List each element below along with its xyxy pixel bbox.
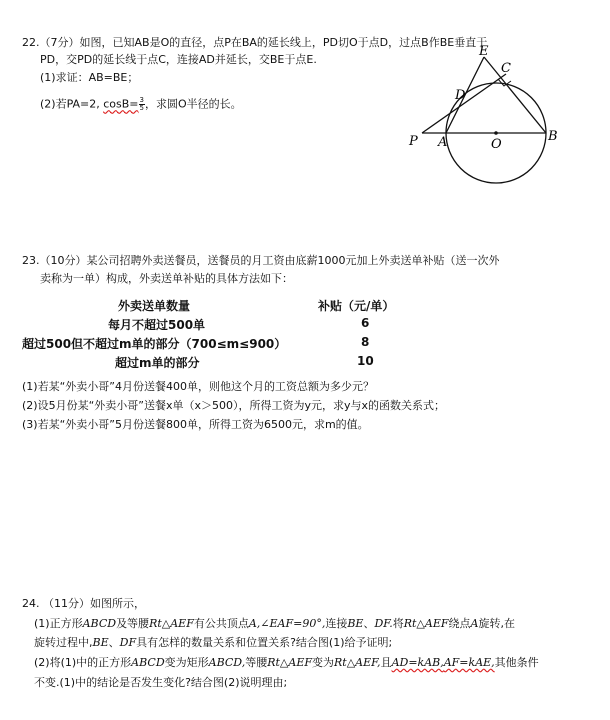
- q24-part1-line2: [34, 636, 392, 650]
- q24-p1-triangle: Rt△AEF: [149, 617, 194, 630]
- q22-line1: 22.（7分）如图，已知AB是O的直径，点P在BA的延长线上，PD切O于点D，过点B作BE垂直于: [22, 36, 488, 49]
- q24-p1-line2-text-a: 旋转过程中,: [34, 636, 93, 649]
- q24-p2-text-e: 且: [380, 656, 392, 669]
- q24-p2-af-condition: AF=kAE,: [443, 656, 495, 669]
- q24-p1-abcd: ABCD: [82, 617, 117, 630]
- q23-line2: 卖称为一单）构成，外卖送单补贴的具体方法如下：: [40, 272, 293, 285]
- label-o: O: [491, 137, 502, 152]
- q24-p2-text-b: 变为矩形: [164, 656, 209, 669]
- q24-p1-text-g: 将: [392, 617, 404, 630]
- q22-part2: [40, 97, 242, 112]
- q23-part1: (1)若某“外卖小哥”4月份送餐400单，则他这个月的工资总额为多少元？: [22, 380, 374, 393]
- q22-frac-num: 3: [139, 96, 144, 104]
- q23-part2: (2)设5月份某“外卖小哥”送餐x单（x＞500），所得工资为y元，求y与x的函数关系式；: [22, 399, 446, 412]
- geometry-figure: [400, 44, 570, 194]
- q24-p2-text-f: 其他条件: [494, 656, 539, 669]
- q24-p1-text-c: 有公共顶点: [193, 617, 249, 630]
- q24-p1-angle: ∠EAF=90°,: [260, 617, 326, 630]
- q24-p1-text-h: 绕点: [448, 617, 471, 630]
- q24-p2-text-c: 等腰: [245, 656, 268, 669]
- table-row-3-value: 10: [357, 354, 374, 368]
- q22-part1: (1)求证：AB=BE；: [40, 71, 139, 84]
- q24-p1-df: DF.: [374, 617, 393, 630]
- line-b-e: [484, 57, 546, 133]
- q24-p1-text-b: 及等腰: [116, 617, 150, 630]
- q24-p2-abcd-2: ABCD,: [208, 656, 246, 669]
- label-b: B: [548, 129, 558, 144]
- q24-part2-line1: [34, 656, 539, 670]
- q22-line2: PD，交PD的延长线于点C，连接AD并延长，交BE于点E.: [40, 53, 317, 66]
- q24-p1-point-a: A,: [248, 617, 261, 630]
- label-a: A: [438, 135, 448, 150]
- q24-p1-line2-df: DF: [119, 636, 137, 649]
- q24-p1-text-e: 连接: [325, 617, 348, 630]
- q24-p2-abcd: ABCD: [131, 656, 165, 669]
- q22-part2-suffix: ，求圆O半径的长。: [145, 97, 242, 111]
- label-c: C: [501, 61, 511, 76]
- table-row-2-range: 超过500但不超过m单的部分（700≤m≤900）: [22, 337, 287, 351]
- line-p-c: [422, 74, 506, 133]
- q24-p1-be: BE: [347, 617, 364, 630]
- label-d: D: [455, 88, 466, 103]
- table-row-1-range: 每月不超过500单: [108, 318, 206, 332]
- q24-part1-line1: [34, 617, 515, 631]
- q24-p2-text-a: (2)将(1)中的正方形: [34, 656, 132, 669]
- q24-p1-point-a-2: A: [470, 617, 479, 630]
- q22-frac-den: 5: [139, 104, 144, 112]
- table-header-quantity: 外卖送单数量: [118, 299, 191, 313]
- q22-cos-expression: cosB=: [103, 97, 139, 111]
- q24-p1-line2-be: BE: [92, 636, 109, 649]
- point-o: [494, 131, 498, 135]
- q23-line1: 23.（10分）某公司招聘外卖送餐员，送餐员的月工资由底薪1000元加上外卖送单补贴（送一次外: [22, 254, 500, 267]
- q24-p1-line2-text-c: 具有怎样的数量关系和位置关系?结合图(1)给予证明;: [136, 636, 393, 649]
- q24-p2-triangle-2: Rt△AEF,: [334, 656, 381, 669]
- label-e: E: [479, 44, 489, 59]
- q24-p1-text-f: 、: [363, 617, 375, 630]
- table-row-2-value: 8: [361, 335, 370, 349]
- q24-p1-line2-text-b: 、: [108, 636, 120, 649]
- q24-part2-line2: 不变.(1)中的结论是否发生变化?结合图(2)说明理由;: [34, 676, 288, 689]
- table-row-3-range: 超过m单的部分: [115, 356, 200, 370]
- q24-p1-triangle-2: Rt△AEF: [403, 617, 449, 630]
- label-p: P: [409, 134, 418, 149]
- table-row-1-value: 6: [361, 316, 370, 330]
- q24-p1-text-a: (1)正方形: [34, 617, 83, 630]
- q24-title: 24. （11分）如图所示，: [22, 597, 145, 610]
- q23-part3: (3)若某“外卖小哥”5月份送餐800单，所得工资为6500元，求m的值。: [22, 418, 369, 431]
- q24-p2-ad-condition: AD=kAB,: [391, 656, 444, 669]
- q24-p1-text-i: 旋转,在: [478, 617, 515, 630]
- q24-p2-text-d: 变为: [312, 656, 334, 669]
- q24-p2-triangle: Rt△AEF: [267, 656, 312, 669]
- table-header-subsidy: 补贴（元/单）: [318, 299, 395, 313]
- q22-part2-prefix: (2)若PA=2,: [40, 97, 100, 111]
